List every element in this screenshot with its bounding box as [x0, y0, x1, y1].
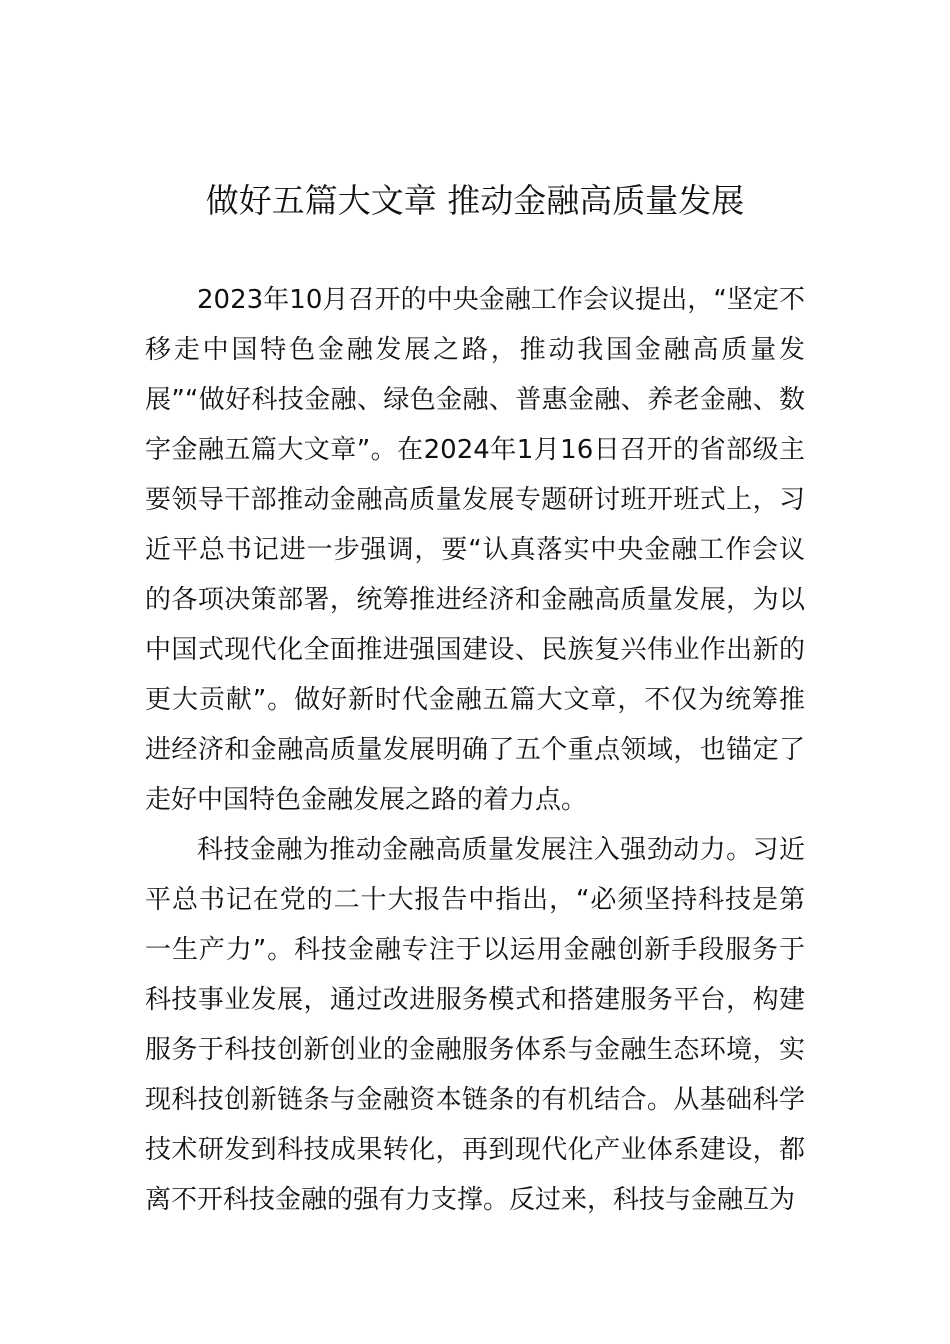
paragraph-1: 2023年10月召开的中央金融工作会议提出，“坚定不移走中国特色金融发展之路，推动我国金融高质量发展”“做好科技金融、绿色金融、普惠金融、养老金融、数字金融五篇大文章”。在2024年1月16日召开的省部级主要领导干部推动金融高质量发展专题研讨班开班式上，习近平总书记进一步强调，要“认真落实中央金融工作会议的各项决策部署，统筹推进经济和金融高质量发展，为以中国式现代化全面推进强国建设、民族复兴伟业作出新的更大贡献”。做好新时代金融五篇大文章，不仅为统筹推进经济和金融高质量发展明确了五个重点领域，也锚定了走好中国特色金融发展之路的着力点。	[145, 285, 805, 815]
paragraph-2: 科技金融为推动金融高质量发展注入强劲动力。习近平总书记在党的二十大报告中指出，“必须坚持科技是第一生产力”。科技金融专注于以运用金融创新手段服务于科技事业发展，通过改进服务模式和搭建服务平台，构建服务于科技创新创业的金融服务体系与金融生态环境，实现科技创新链条与金融资本链条的有机结合。从基础科学技术研发到科技成果转化，再到现代化产业体系建设，都离不开科技金融的强有力支撑。反过来，科技与金融互为	[145, 835, 805, 1215]
document-body	[145, 275, 805, 1225]
document-title: 做好五篇大文章 推动金融高质量发展	[205, 181, 745, 220]
